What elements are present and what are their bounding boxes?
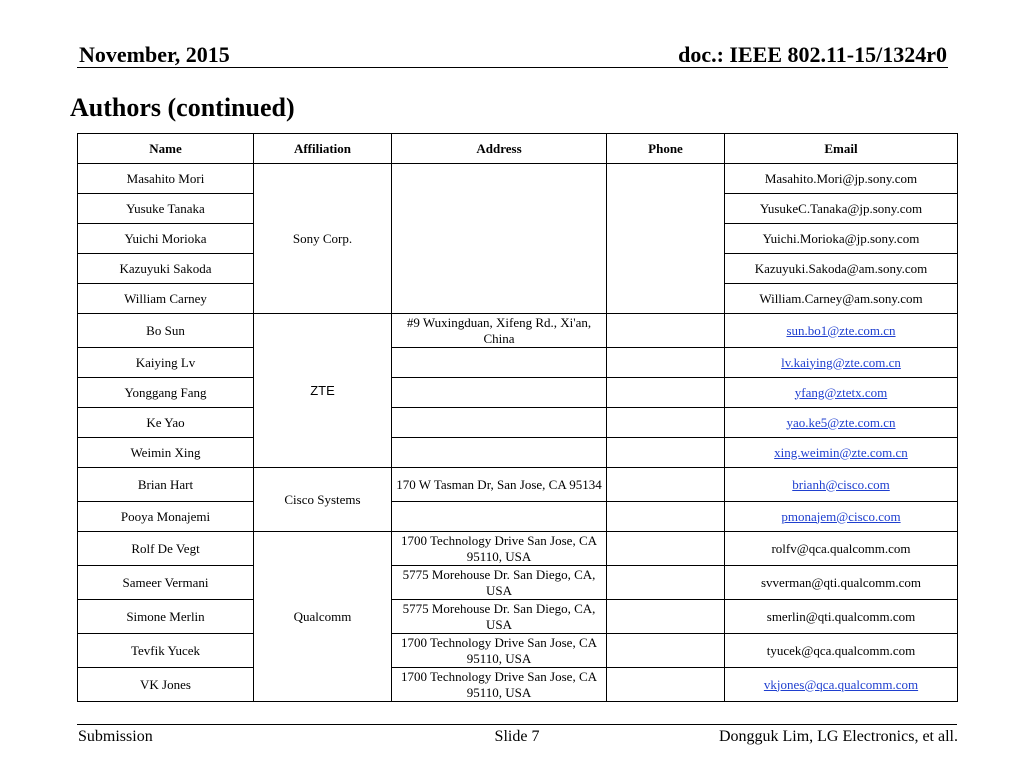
phone-cell	[607, 668, 725, 702]
author-name: Yonggang Fang	[78, 378, 254, 408]
phone-cell	[607, 378, 725, 408]
phone-cell	[607, 532, 725, 566]
author-name: Kazuyuki Sakoda	[78, 254, 254, 284]
phone-cell	[607, 164, 725, 314]
phone-cell	[607, 408, 725, 438]
header-date: November, 2015	[79, 42, 230, 67]
slide-title: Authors (continued)	[70, 93, 295, 122]
email-link[interactable]: yfang@ztetx.com	[794, 384, 888, 400]
email-link[interactable]: vkjones@qca.qualcomm.com	[763, 676, 919, 692]
email-link[interactable]: yao.ke5@zte.com.cn	[786, 414, 896, 430]
table-row	[78, 468, 958, 502]
address-cell: 1700 Technology Drive San Jose, CA 95110, USA	[392, 532, 607, 566]
column-header-email: Email	[725, 134, 958, 164]
address-cell: 5775 Morehouse Dr. San Diego, CA, USA	[392, 600, 607, 634]
author-name: Brian Hart	[78, 468, 254, 502]
table-row	[78, 164, 958, 194]
author-name: Sameer Vermani	[78, 566, 254, 600]
column-header-address: Address	[392, 134, 607, 164]
address-cell	[392, 348, 607, 378]
author-email: svverman@qti.qualcomm.com	[725, 566, 958, 600]
authors-table	[77, 133, 958, 702]
author-email: rolfv@qca.qualcomm.com	[725, 532, 958, 566]
table-row	[78, 566, 958, 600]
phone-cell	[607, 314, 725, 348]
author-email: tyucek@qca.qualcomm.com	[725, 634, 958, 668]
author-email	[725, 502, 958, 532]
author-email: William.Carney@am.sony.com	[725, 284, 958, 314]
table-header-row	[78, 134, 958, 164]
table-row	[78, 348, 958, 378]
author-name: Yuichi Morioka	[78, 224, 254, 254]
phone-cell	[607, 348, 725, 378]
column-header-phone: Phone	[607, 134, 725, 164]
author-email	[725, 468, 958, 502]
email-link[interactable]: lv.kaiying@zte.com.cn	[781, 354, 901, 370]
phone-cell	[607, 438, 725, 468]
author-email: Masahito.Mori@jp.sony.com	[725, 164, 958, 194]
author-name: Masahito Mori	[78, 164, 254, 194]
author-name: Weimin Xing	[78, 438, 254, 468]
author-email: smerlin@qti.qualcomm.com	[725, 600, 958, 634]
address-cell: #9 Wuxingduan, Xifeng Rd., Xi'an, China	[392, 314, 607, 348]
column-header-affiliation: Affiliation	[254, 134, 392, 164]
email-link[interactable]: sun.bo1@zte.com.cn	[786, 322, 896, 338]
author-email	[725, 348, 958, 378]
author-name: Yusuke Tanaka	[78, 194, 254, 224]
author-email	[725, 668, 958, 702]
table-row	[78, 314, 958, 348]
address-cell: 5775 Morehouse Dr. San Diego, CA, USA	[392, 566, 607, 600]
author-name: William Carney	[78, 284, 254, 314]
author-name: Tevfik Yucek	[78, 634, 254, 668]
phone-cell	[607, 502, 725, 532]
header-doc-id: doc.: IEEE 802.11-15/1324r0	[678, 42, 947, 67]
table-row	[78, 634, 958, 668]
phone-cell	[607, 600, 725, 634]
address-cell: 170 W Tasman Dr, San Jose, CA 95134	[392, 468, 607, 502]
table-row	[78, 502, 958, 532]
author-name: Ke Yao	[78, 408, 254, 438]
address-cell: 1700 Technology Drive San Jose, CA 95110, USA	[392, 634, 607, 668]
email-link[interactable]: brianh@cisco.com	[792, 476, 890, 492]
author-name: Bo Sun	[78, 314, 254, 348]
header-divider	[77, 67, 948, 68]
footer-slide-number: Slide 7	[494, 728, 540, 745]
author-email: Yuichi.Morioka@jp.sony.com	[725, 224, 958, 254]
table-row	[78, 408, 958, 438]
author-email	[725, 314, 958, 348]
author-name: Kaiying Lv	[78, 348, 254, 378]
email-link[interactable]: pmonajem@cisco.com	[781, 508, 901, 524]
author-email	[725, 408, 958, 438]
footer-author: Dongguk Lim, LG Electronics, et all.	[718, 728, 958, 745]
affiliation-cell: ZTE	[254, 314, 392, 468]
author-email: YusukeC.Tanaka@jp.sony.com	[725, 194, 958, 224]
footer-submission: Submission	[78, 728, 153, 745]
affiliation-cell: Sony Corp.	[254, 164, 392, 314]
address-cell	[392, 502, 607, 532]
address-cell	[392, 164, 607, 314]
phone-cell	[607, 468, 725, 502]
address-cell	[392, 378, 607, 408]
table-row	[78, 378, 958, 408]
table-row	[78, 668, 958, 702]
author-email: Kazuyuki.Sakoda@am.sony.com	[725, 254, 958, 284]
phone-cell	[607, 634, 725, 668]
author-email	[725, 438, 958, 468]
table-row	[78, 438, 958, 468]
affiliation-cell: Qualcomm	[254, 532, 392, 702]
address-cell	[392, 438, 607, 468]
table-row	[78, 600, 958, 634]
email-link[interactable]: xing.weimin@zte.com.cn	[774, 444, 908, 460]
address-cell: 1700 Technology Drive San Jose, CA 95110, USA	[392, 668, 607, 702]
author-name: VK Jones	[78, 668, 254, 702]
phone-cell	[607, 566, 725, 600]
column-header-name: Name	[78, 134, 254, 164]
address-cell	[392, 408, 607, 438]
affiliation-cell: Cisco Systems	[254, 468, 392, 532]
author-name: Rolf De Vegt	[78, 532, 254, 566]
table-row	[78, 532, 958, 566]
author-email	[725, 378, 958, 408]
author-name: Pooya Monajemi	[78, 502, 254, 532]
footer-divider	[77, 724, 957, 725]
author-name: Simone Merlin	[78, 600, 254, 634]
